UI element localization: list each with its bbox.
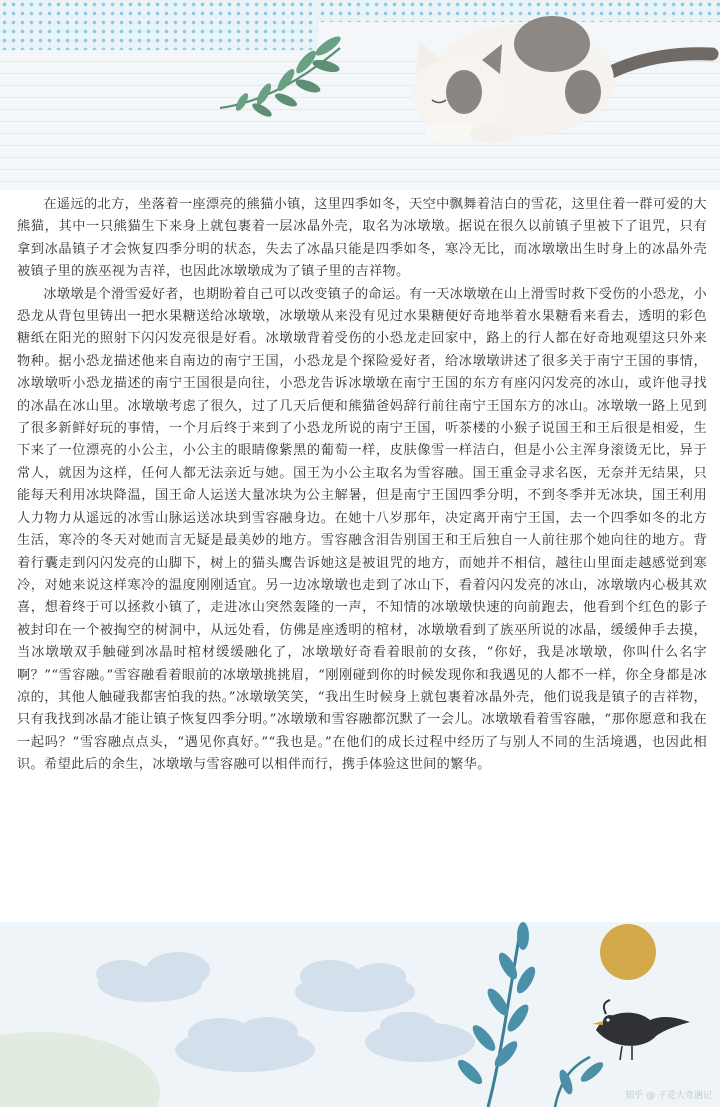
story-article: [0, 190, 720, 922]
watermark: 知乎 @ 子花大奇遇记: [625, 1091, 712, 1101]
sleeping-cat-illustration: [412, 16, 712, 143]
story-paragraph-1: 在遥远的北方，坐落着一座漂亮的熊猫小镇，这里四季如冬，天空中飘舞着洁白的雪花，这里住着一群可爱的大熊猫，其中一只熊猫生下来身上就包裹着一层冰晶外壳，取名为冰墩墩。据说在很久以前镇子里被下了诅咒，只有拿到冰晶镇子才会恢复四季分明的状态，失去了冰晶只能是四季如冬，寒冷无比，而冰墩墩出生时身上的冰晶外壳被镇子里的族巫视为吉祥，也因此冰墩墩成为了镇子里的吉祥物。: [17, 197, 707, 280]
footer-illustration: [0, 922, 720, 1107]
leaf-branch-icon: [220, 33, 343, 119]
story-text: [17, 194, 707, 777]
story-paragraph-2: 冰墩墩是个滑雪爱好者，也期盼着自己可以改变镇子的命运。有一天冰墩墩在山上滑雪时救下受伤的小恐龙，小恐龙从背包里铸出一把水果糖送给冰墩墩，冰墩墩从来没有见过水果糖便好奇地举着水果糖看来看去，透明的彩色糖纸在阳光的照射下闪闪发亮很是好看。冰墩墩背着受伤的小恐龙走回家中，路上的行人都在好奇地观望这只外来物种。据小恐龙描述他来自南边的南宁王国，小恐龙是个探险爱好者，给冰墩墩讲述了很多关于南宁王国的事情，冰墩墩听小恐龙描述的南宁王国很是向往，小恐龙告诉冰墩墩在南宁王国的东方有座闪闪发亮的冰山，或许他寻找的冰晶在冰山里。冰墩墩考虑了很久，过了几天后便和熊猫爸妈辞行前往南宁王国东方的冰山。冰墩墩一路上见到了很多新鲜好玩的事情，一个月后终于来到了小恐龙所说的南宁王国，听茶楼的小猴子说国王和王后很是相爱，生下来了一位漂亮的小公主，小公主的眼睛像紫黑的葡萄一样，皮肤像雪一样洁白，但是小公主浑身滚烫无比，异于常人，就因为这样，任何人都无法亲近与她。国王为小公主取名为雪容融。国王重金寻求名医，无奈并无结果，只能每天利用冰块降温，国王命人运送大量冰块为公主解暑，但是南宁王国四季分明，不到冬季并无冰块，国王利用人力物力从遥远的冰雪山脉运送冰块到雪容融身边。在她十八岁那年，决定离开南宁王国，去一个四季如冬的北方生活，寒冷的冬天对她而言无疑是最美妙的地方。雪容融含泪告别国王和王后独自一人前往那个她向往的地方。背着行囊走到闪闪发亮的山脚下，树上的猫头鹰告诉她这是被诅咒的地方，而她并不相信，越往山里面走越感觉到寒冷，对她来说这样寒冷的温度刚刚适宜。另一边冰墩墩也走到了冰山下，看着闪闪发亮的冰山，冰墩墩内心极其欢喜，想着终于可以拯救小镇了，走进冰山突然轰隆的一声，不知情的冰墩墩快速的向前跑去，他看到个红色的影子被封印在一个被掏空的树洞中，从远处看，仿佛是座透明的棺材，冰墩墩看到了族巫所说的冰晶，缓缓伸手去摸，当冰墩墩双手触碰到冰晶时棺材缓缓融化了，冰墩墩好奇看着眼前的女孩，“你好，我是冰墩墩，你叫什么名字啊？”“雪容融。”雪容融看着眼前的冰墩墩挑挑眉，“刚刚碰到你的时候发现你和我遇见的人都不一样，你全身都是冰凉的，其他人触碰我都害怕我的热。”冰墩墩笑笑，“我出生时候身上就包裹着冰晶外壳，他们说我是镇子的吉祥物，只有我找到冰晶才能让镇子恢复四季分明。”冰墩墩和雪容融都沉默了一会儿。冰墩墩看着雪容融，“那你愿意和我在一起吗？”雪容融点点头，“遇见你真好。”“我也是。”在他们的成长过程中经历了与别人不同的生活境遇，也因此相识。希望此后的余生，冰墩墩与雪容融可以相伴而行，携手体验这世间的繁华。: [17, 286, 707, 773]
plant-icon: [454, 922, 605, 1107]
header-decoration: [0, 0, 720, 190]
header-illustration: [0, 0, 720, 190]
bird-icon: [592, 1000, 690, 1060]
cloud-icon: [96, 952, 475, 1072]
footer-decoration: [0, 922, 720, 1107]
sun-icon: [600, 924, 656, 980]
